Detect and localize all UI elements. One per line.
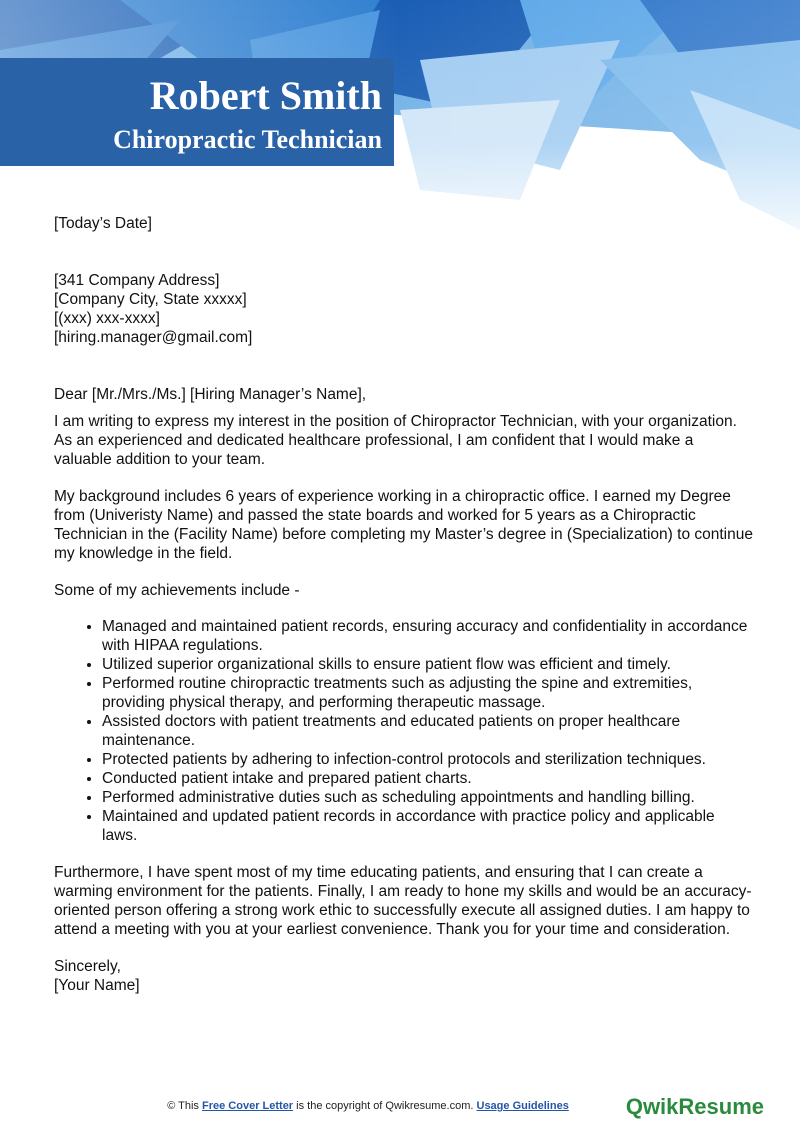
letter-signoff (54, 957, 754, 995)
footer-middle: is the copyright of Qwikresume.com. (293, 1100, 477, 1112)
footer-prefix: © This (167, 1100, 202, 1112)
letter-body (54, 214, 754, 995)
achievement-item: • Conducted patient intake and prepared patient charts. (102, 769, 754, 788)
salutation: Dear [Mr./Mrs./Ms.] [Hiring Manager’s Name], (54, 386, 367, 403)
achievement-item: • Protected patients by adhering to infection-control protocols and sterilization techniques. (102, 750, 754, 769)
recipient-address (54, 271, 754, 347)
achievement-item: • Managed and maintained patient records, ensuring accuracy and confidentiality in accordance with HIPAA regulations. (102, 617, 754, 655)
applicant-name: Robert Smith (149, 73, 382, 118)
free-cover-letter-link[interactable]: Free Cover Letter (202, 1100, 294, 1112)
usage-guidelines-link[interactable]: Usage Guidelines (476, 1100, 569, 1112)
paragraph-background: My background includes 6 years of experience working in a chiropractic office. I earned my Degree from (Univeristy Name) and passed the state boards and worked for 5 years as a Chiropractic Technician in the (Facility Name) before completing my Master’s degree in (Specialization) to continue my knowledge in the field. (54, 488, 753, 562)
qwikresume-logo (626, 1094, 764, 1120)
name-banner (0, 58, 394, 166)
closing-phrase: Sincerely, (54, 958, 121, 975)
achievement-item: • Performed administrative duties such as scheduling appointments and handling billing. (102, 788, 754, 807)
address-line: [hiring.manager@gmail.com] (54, 329, 253, 346)
address-line: [(xxx) xxx-xxxx] (54, 310, 160, 327)
logo-part-resume: Resume (678, 1094, 764, 1119)
address-line: [341 Company Address] (54, 272, 220, 289)
paragraph-closing: Furthermore, I have spent most of my time educating patients, and ensuring that I can create a warming environment for the patients. Finally, I am ready to hone my skills and would be an accuracy-oriented person offering a strong work ethic to successfully execute all assigned duties. I am happy to attend a meeting with you at your earliest convenience. Thank you for your time and consideration. (54, 864, 752, 938)
logo-part-qwik: Qwik (625, 1094, 679, 1119)
achievement-item: • Performed routine chiropractic treatments such as adjusting the spine and extremities, providing physical therapy, and performing therapeutic massage. (102, 674, 754, 712)
achievement-item: • Assisted doctors with patient treatments and educated patients on proper healthcare maintenance. (102, 712, 754, 750)
achievement-item: • Utilized superior organizational skills to ensure patient flow was efficient and timely. (102, 655, 754, 674)
letter-date: [Today’s Date] (54, 215, 152, 232)
applicant-job-title: Chiropractic Technician (113, 125, 382, 154)
achievements-list (54, 617, 754, 845)
address-line: [Company City, State xxxxx] (54, 291, 247, 308)
paragraph-intro: I am writing to express my interest in the position of Chiropractor Technician, with your organization. As an experienced and dedicated healthcare professional, I am confident that I would make a valuable addition to your team. (54, 413, 737, 468)
achievement-item: • Maintained and updated patient records in accordance with practice policy and applicable laws. (102, 807, 754, 845)
signature-name: [Your Name] (54, 977, 140, 994)
achievements-intro: Some of my achievements include - (54, 582, 300, 599)
